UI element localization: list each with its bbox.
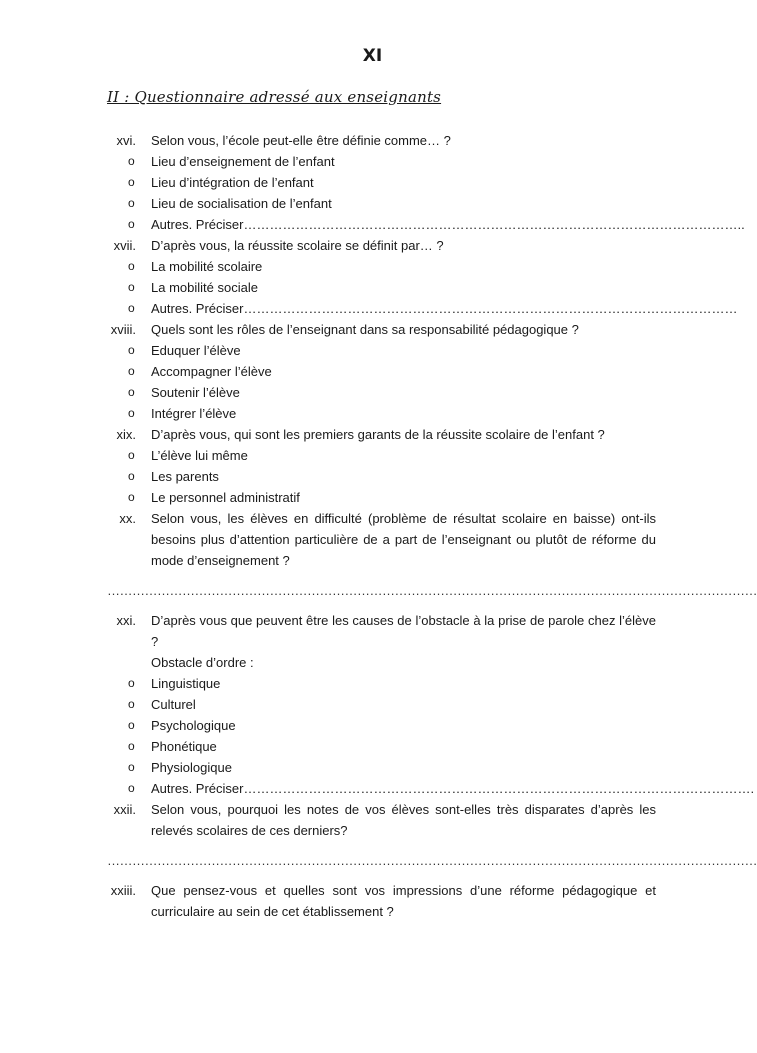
circle-bullet-icon: o <box>128 406 135 420</box>
question-text: D’après vous, qui sont les premiers garants de la réussite scolaire de l’enfant ? <box>151 427 605 442</box>
option-text: L’élève lui même <box>151 448 248 463</box>
option-item <box>0 715 745 736</box>
question-17 <box>0 235 745 256</box>
option-item <box>0 694 745 715</box>
option-text: Linguistique <box>151 676 221 691</box>
circle-bullet-icon: o <box>128 739 135 753</box>
circle-bullet-icon: o <box>128 697 135 711</box>
option-item <box>0 736 745 757</box>
circle-bullet-icon: o <box>128 781 135 795</box>
option-item <box>0 403 745 424</box>
option-item <box>0 778 755 799</box>
option-text: La mobilité sociale <box>151 280 258 295</box>
option-text: Eduquer l’élève <box>151 343 241 358</box>
question-text: Que pensez-vous et quelles sont vos impressions d’une réforme pédagogique et curriculaire au sein de cet établissement ? <box>151 883 656 919</box>
circle-bullet-icon: o <box>128 760 135 774</box>
option-item <box>0 382 745 403</box>
option-text: Lieu de socialisation de l’enfant <box>151 196 332 211</box>
option-item <box>0 151 745 172</box>
question-number: xviii. <box>110 322 136 337</box>
question-number: xxiii. <box>110 883 136 898</box>
question-22 <box>0 799 745 841</box>
option-text: Culturel <box>151 697 196 712</box>
question-number: xxi. <box>116 613 136 628</box>
option-item <box>0 466 745 487</box>
option-item <box>0 214 745 235</box>
question-19 <box>0 424 745 445</box>
option-item <box>0 445 745 466</box>
option-text: Les parents <box>151 469 219 484</box>
question-21 <box>0 610 745 652</box>
question-number: xxii. <box>113 802 136 817</box>
circle-bullet-icon: o <box>128 196 135 210</box>
option-text: Intégrer l’élève <box>151 406 237 421</box>
circle-bullet-icon: o <box>128 301 135 315</box>
question-text: D’après vous, la réussite scolaire se définit par… ? <box>151 238 444 253</box>
option-text: Autres. Préciser…………………………………………………………………………………………………… <box>151 301 738 316</box>
question-text: Selon vous, l’école peut-elle être définie comme… ? <box>151 133 451 148</box>
question-number: xix. <box>116 427 136 442</box>
circle-bullet-icon: o <box>128 364 135 378</box>
question-subtext: Obstacle d’ordre : <box>151 655 254 670</box>
question-number: xvii. <box>113 238 136 253</box>
option-item <box>0 193 745 214</box>
option-item <box>0 298 745 319</box>
questionnaire <box>0 130 757 922</box>
option-item <box>0 340 745 361</box>
option-text: Soutenir l’élève <box>151 385 240 400</box>
option-item <box>0 172 745 193</box>
question-subtext-row <box>0 652 745 673</box>
option-text: La mobilité scolaire <box>151 259 263 274</box>
circle-bullet-icon: o <box>128 343 135 357</box>
question-number: xx. <box>119 511 136 526</box>
option-text: Autres. Préciser…………………………………………………………………………………………………….. <box>151 217 745 232</box>
circle-bullet-icon: o <box>128 448 135 462</box>
question-text: D’après vous que peuvent être les causes de l’obstacle à la prise de parole chez l’élève ? <box>151 613 656 649</box>
option-text: Le personnel administratif <box>151 490 300 505</box>
circle-bullet-icon: o <box>128 259 135 273</box>
question-20 <box>0 508 745 571</box>
question-text: Selon vous, les élèves en difficulté (problème de résultat scolaire en baisse) ont-ils besoins plus d’attention particulière de a part de l’enseignant ou plutôt de réforme du mode d’enseignement ? <box>151 511 656 568</box>
option-text: Lieu d’enseignement de l’enfant <box>151 154 335 169</box>
option-text: Lieu d’intégration de l’enfant <box>151 175 314 190</box>
question-text: Quels sont les rôles de l’enseignant dans sa responsabilité pédagogique ? <box>151 322 579 337</box>
circle-bullet-icon: o <box>128 154 135 168</box>
option-item <box>0 487 745 508</box>
option-text: Phonétique <box>151 739 217 754</box>
circle-bullet-icon: o <box>128 175 135 189</box>
circle-bullet-icon: o <box>128 490 135 504</box>
section-title: II : Questionnaire adressé aux enseignants <box>107 88 442 106</box>
circle-bullet-icon: o <box>128 385 135 399</box>
option-text: Autres. Préciser………………………………………………………………………………………………………. <box>151 781 755 796</box>
circle-bullet-icon: o <box>128 676 135 690</box>
option-item <box>0 757 745 778</box>
page-number: XI <box>362 46 383 66</box>
option-item <box>0 256 745 277</box>
question-text: Selon vous, pourquoi les notes de vos élèves sont-elles très disparates d’après les relevés scolaires de ces derniers? <box>151 802 656 838</box>
answer-line[interactable]: ………………………………………………………………………………………………………………………………………… <box>107 853 757 868</box>
question-23 <box>0 880 745 922</box>
circle-bullet-icon: o <box>128 217 135 231</box>
circle-bullet-icon: o <box>128 718 135 732</box>
circle-bullet-icon: o <box>128 469 135 483</box>
option-item <box>0 673 745 694</box>
option-item <box>0 277 745 298</box>
question-16 <box>0 130 745 151</box>
option-text: Psychologique <box>151 718 236 733</box>
option-text: Physiologique <box>151 760 232 775</box>
option-item <box>0 361 745 382</box>
question-18 <box>0 319 745 340</box>
circle-bullet-icon: o <box>128 280 135 294</box>
answer-line[interactable]: ………………………………………………………………………………………………………………………………………… <box>107 583 757 598</box>
question-number: xvi. <box>116 133 136 148</box>
option-text: Accompagner l’élève <box>151 364 272 379</box>
